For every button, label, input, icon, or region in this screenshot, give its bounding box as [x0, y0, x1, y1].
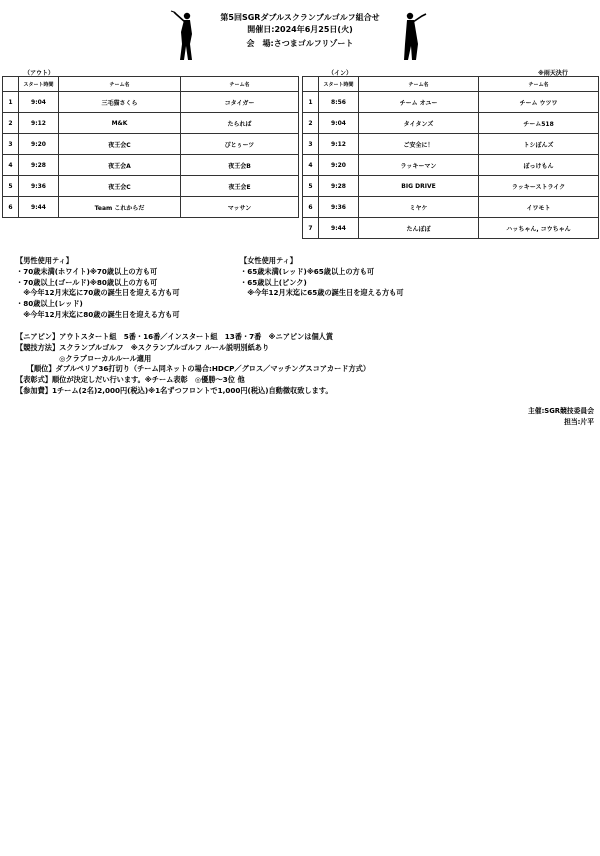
group-number: 1 — [3, 92, 19, 113]
team-name: マッサン — [181, 197, 299, 218]
start-time: 9:36 — [19, 176, 59, 197]
in-table-row — [303, 197, 599, 218]
start-time: 9:04 — [319, 113, 359, 134]
rule-line: 【順位】ダブルペリア36打切り（チーム同ネットの場合:HDCP／グロス／マッチングスコアカード方式） — [16, 364, 371, 374]
men-tee-line: ※今年12月末迄に70歳の誕生日を迎える方も可 — [16, 288, 180, 298]
men-tee-line: ・70歳未満(ホワイト)※70歳以上の方も可 — [16, 266, 158, 276]
men-tee-line: ・80歳以上(レッド) — [16, 299, 83, 309]
out-table — [2, 76, 299, 218]
out-table-row — [3, 113, 299, 134]
rule-line: 【参加費】1チーム(2名)2,000円(税込)※1名ずつフロントで1,000円(税込)自動徴収致します。 — [16, 385, 333, 395]
out-table-row — [3, 155, 299, 176]
team-name: たられば — [181, 113, 299, 134]
group-number: 2 — [3, 113, 19, 134]
in-col-team1: チーム名 — [359, 77, 479, 92]
start-time: 9:44 — [19, 197, 59, 218]
group-number: 3 — [3, 134, 19, 155]
team-name: ぴとぅーツ — [181, 134, 299, 155]
team-name: チーム オユー — [359, 92, 479, 113]
team-name: 夜王会A — [59, 155, 181, 176]
out-col-team2: チーム名 — [181, 77, 299, 92]
team-name: ラッキーマン — [359, 155, 479, 176]
women-tees — [240, 256, 404, 299]
group-number: 6 — [3, 197, 19, 218]
rule-line: 【表彰式】順位が決定しだい行います。※チーム表彰 ◎優勝～3位 他 — [16, 375, 245, 385]
in-table-row — [303, 113, 599, 134]
rain-note: ※雨天決行 — [538, 70, 568, 77]
team-name: ミヤケ — [359, 197, 479, 218]
team-name: Team これからだ — [59, 197, 181, 218]
in-col-time: スタート時間 — [319, 77, 359, 92]
rule-line: 【競技方法】スクランブルゴルフ ※スクランブルゴルフ ルール説明別紙あり — [16, 342, 270, 352]
rule-line: 【ニアピン】アウトスタート組 5番・16番／インスタート組 13番・7番 ※ニアピンは個人賞 — [16, 332, 334, 341]
women-tee-line: ※今年12月末迄に65歳の誕生日を迎える方も可 — [240, 288, 404, 298]
group-number: 4 — [3, 155, 19, 176]
group-number: 4 — [303, 155, 319, 176]
start-time: 9:12 — [319, 134, 359, 155]
start-time: 9:36 — [319, 197, 359, 218]
in-table-row — [303, 155, 599, 176]
in-table-header — [303, 77, 599, 92]
rule-line: ◎クラブローカルルール適用 — [16, 353, 152, 363]
out-col-time: スタート時間 — [19, 77, 59, 92]
document-header — [0, 12, 600, 50]
team-name: ハッちゃん, コウちゃん — [479, 218, 599, 239]
start-time: 8:56 — [319, 92, 359, 113]
out-label: （アウト） — [24, 70, 55, 77]
men-tees-title: 【男性使用ティ】 — [16, 256, 73, 265]
team-name: たんぽぽ — [359, 218, 479, 239]
team-name: M&K — [59, 113, 181, 134]
team-name: 夜王会C — [59, 176, 181, 197]
team-name: 三毛猫さくら — [59, 92, 181, 113]
team-name: ラッキーストライク — [479, 176, 599, 197]
out-table-row — [3, 176, 299, 197]
team-name: 夜王会E — [181, 176, 299, 197]
start-time: 9:44 — [319, 218, 359, 239]
start-time: 9:20 — [19, 134, 59, 155]
out-col-no — [3, 77, 19, 92]
team-name: ご安全に！ — [359, 134, 479, 155]
men-tee-line: ※今年12月末迄に80歳の誕生日を迎える方も可 — [16, 309, 180, 319]
in-table-row — [303, 134, 599, 155]
in-table-row — [303, 218, 599, 239]
in-table — [302, 76, 599, 239]
group-number: 7 — [303, 218, 319, 239]
rules-section — [16, 332, 370, 397]
team-name: BIG DRIVE — [359, 176, 479, 197]
team-name: 夜王会C — [59, 134, 181, 155]
out-table-header — [3, 77, 299, 92]
group-number: 5 — [303, 176, 319, 197]
footer — [528, 406, 594, 428]
group-number: 2 — [303, 113, 319, 134]
out-col-team1: チーム名 — [59, 77, 181, 92]
group-number: 3 — [303, 134, 319, 155]
in-label: （イン） — [328, 70, 353, 77]
organizer: 主催:SGR競技委員会 — [527, 407, 594, 415]
in-col-team2: チーム名 — [479, 77, 599, 92]
out-table-row — [3, 134, 299, 155]
men-tee-line: ・70歳以上(ゴールド)※80歳以上の方も可 — [16, 277, 158, 287]
contact-person: 担当:片平 — [564, 418, 594, 426]
start-time: 9:12 — [19, 113, 59, 134]
page-title: 第5回SGRダブルスクランブルゴルフ組合せ — [220, 13, 380, 22]
team-name: タイタンズ — [359, 113, 479, 134]
women-tee-line: ・65歳以上(ピンク) — [240, 277, 307, 287]
start-time: 9:04 — [19, 92, 59, 113]
group-number: 5 — [3, 176, 19, 197]
start-time: 9:20 — [319, 155, 359, 176]
women-tees-title: 【女性使用ティ】 — [240, 256, 297, 265]
men-tees — [16, 256, 180, 321]
start-time: 9:28 — [19, 155, 59, 176]
out-table-row — [3, 92, 299, 113]
group-number: 1 — [303, 92, 319, 113]
group-number: 6 — [303, 197, 319, 218]
team-name: トシぽんズ — [479, 134, 599, 155]
start-time: 9:28 — [319, 176, 359, 197]
team-name: 夜王会B — [181, 155, 299, 176]
team-name: イワモト — [479, 197, 599, 218]
in-table-row — [303, 92, 599, 113]
team-name: チーム518 — [479, 113, 599, 134]
event-date: 開催日:2024年6月25日(火) — [247, 25, 353, 34]
in-col-no — [303, 77, 319, 92]
team-name: ぽっけもん — [479, 155, 599, 176]
out-table-row — [3, 197, 299, 218]
team-name: チーム ウツワ — [479, 92, 599, 113]
women-tee-line: ・65歳未満(レッド)※65歳以上の方も可 — [240, 266, 375, 276]
team-name: コタイガー — [181, 92, 299, 113]
event-venue: 会 場:さつまゴルフリゾート — [246, 39, 354, 48]
in-table-row — [303, 176, 599, 197]
